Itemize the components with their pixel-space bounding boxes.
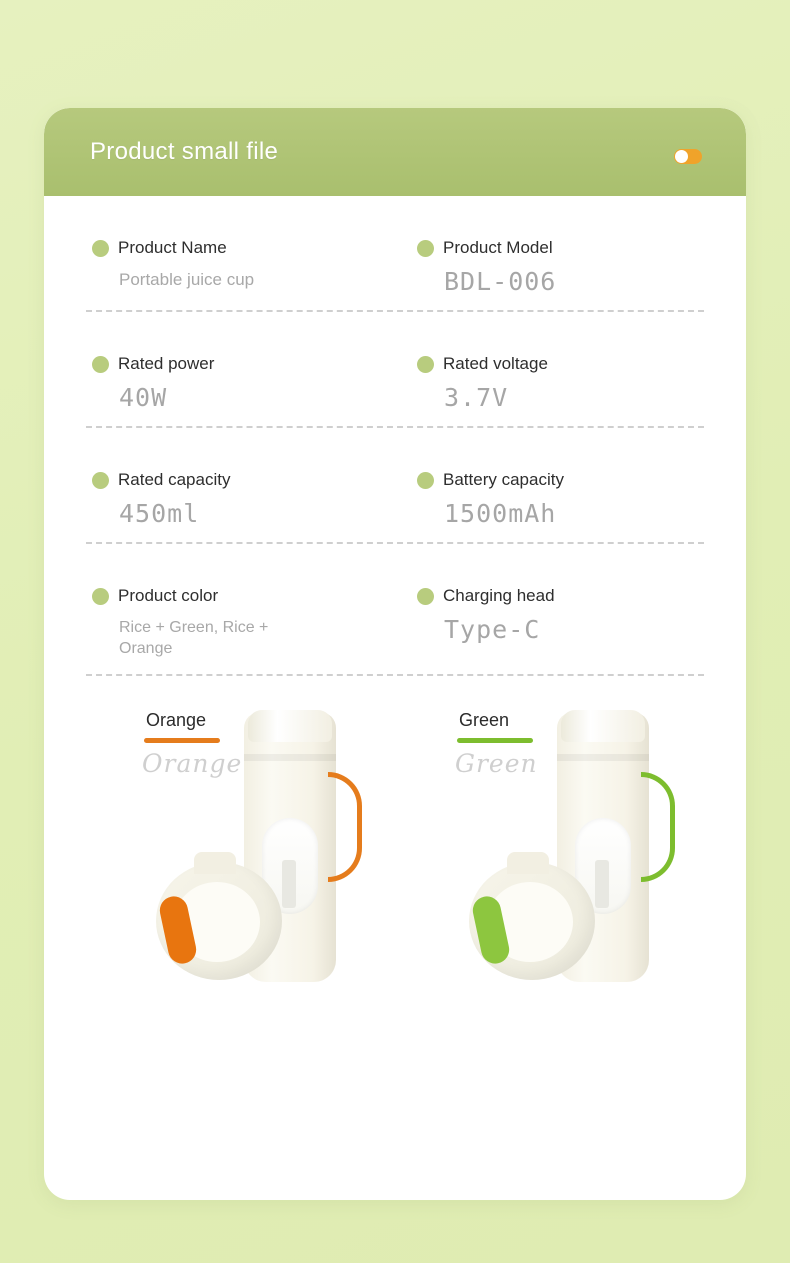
- spec-value: 1500mAh: [444, 499, 557, 528]
- strap-green: [641, 772, 675, 882]
- card-header: [44, 108, 746, 196]
- spec-label: Charging head: [443, 586, 555, 605]
- color-variant-green[interactable]: [395, 710, 708, 1010]
- spec-label: Rated power: [118, 354, 215, 373]
- lid-tab: [507, 852, 549, 874]
- spec-value: Type-C: [444, 615, 541, 644]
- bullet-dot-icon: [92, 356, 109, 373]
- spec-row: [82, 312, 708, 426]
- page-title: Product small file: [90, 138, 279, 165]
- spec-label: Rated voltage: [443, 354, 548, 373]
- spec-value: 3.7V: [444, 383, 509, 412]
- bottle-cap: [561, 710, 645, 742]
- spec-item-rated-power: [82, 354, 395, 412]
- spec-label: Product Model: [443, 238, 553, 257]
- spec-list: [44, 196, 746, 1038]
- bottle-ring: [244, 754, 336, 761]
- spec-item-rated-capacity: [82, 470, 395, 528]
- color-name: Green: [459, 709, 510, 730]
- bottle-ring: [557, 754, 649, 761]
- spec-value: Portable juice cup: [119, 270, 255, 289]
- spec-row: [82, 196, 708, 310]
- strap-orange: [328, 772, 362, 882]
- color-variants: [82, 676, 708, 1010]
- spec-label: Rated capacity: [118, 470, 231, 489]
- spec-item-rated-voltage: [395, 354, 708, 412]
- color-name: Orange: [146, 709, 207, 730]
- bullet-dot-icon: [92, 472, 109, 489]
- color-script-label: Green: [455, 748, 538, 778]
- toggle-knob: [675, 150, 688, 163]
- spec-item-product-color: [82, 586, 395, 660]
- spec-row: [82, 428, 708, 542]
- product-spec-card: [44, 108, 746, 1200]
- spec-label: Product color: [118, 586, 219, 605]
- lid-tab: [194, 852, 236, 874]
- header-toggle[interactable]: [674, 149, 702, 164]
- bullet-dot-icon: [417, 472, 434, 489]
- spec-value: 450ml: [119, 499, 200, 528]
- color-script-label: Orange: [142, 748, 243, 778]
- spec-item-product-name: [82, 238, 395, 296]
- bottle-cap: [248, 710, 332, 742]
- spec-item-battery-capacity: [395, 470, 708, 528]
- spec-value: 40W: [119, 383, 168, 412]
- bullet-dot-icon: [92, 240, 109, 257]
- spec-item-charging-head: [395, 586, 708, 660]
- spec-row: [82, 544, 708, 674]
- blade: [282, 860, 296, 908]
- bullet-dot-icon: [417, 356, 434, 373]
- blade: [595, 860, 609, 908]
- spec-label: Battery capacity: [443, 470, 564, 489]
- color-variant-orange[interactable]: [82, 710, 395, 1010]
- bullet-dot-icon: [417, 588, 434, 605]
- bullet-dot-icon: [417, 240, 434, 257]
- bullet-dot-icon: [92, 588, 109, 605]
- spec-value: Rice + Green, Rice + Orange: [119, 619, 269, 657]
- product-image-green: [465, 710, 715, 1000]
- spec-item-product-model: [395, 238, 708, 296]
- spec-label: Product Name: [118, 238, 227, 257]
- spec-value: BDL-006: [444, 267, 557, 296]
- product-image-orange: [152, 710, 402, 1000]
